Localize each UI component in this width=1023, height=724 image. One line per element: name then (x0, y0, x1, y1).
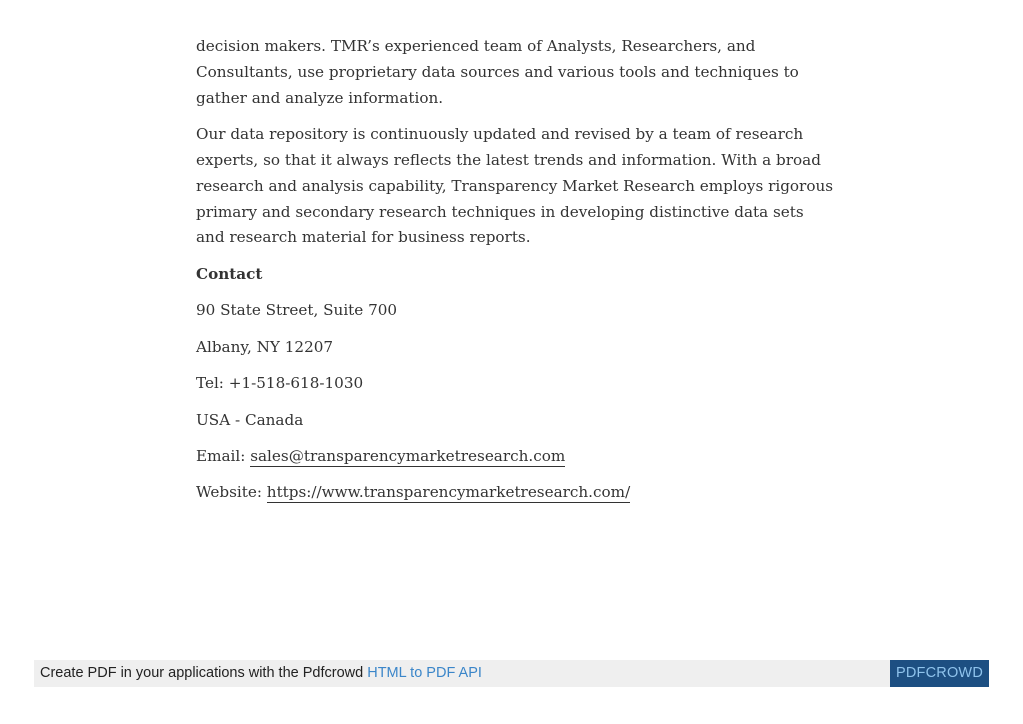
pdfcrowd-footer (34, 660, 989, 687)
document-body (196, 34, 836, 517)
body-paragraph-data-repository: Our data repository is continuously updated and revised by a team of research experts, so that it always reflects the latest trends and information. With a broad research and analysis capability, Transparency Market Research employs rigorous primary and secondary research techniques in developing distinctive data sets and research material for business reports. (196, 125, 834, 247)
telephone-line (196, 371, 836, 397)
footer-caption: Create PDF in your applications with the Pdfcrowd (40, 665, 368, 681)
email-link[interactable]: sales@transparencymarketresearch.com (250, 446, 566, 465)
pdfcrowd-brand-button[interactable]: PDFCROWD (890, 660, 989, 687)
contact-heading-text: Contact (196, 264, 263, 283)
html-to-pdf-api-link[interactable]: HTML to PDF API (367, 665, 482, 681)
website-link[interactable]: https://www.transparencymarketresearch.com/ (266, 483, 631, 502)
body-paragraph-intro-end: decision makers. TMR’s experienced team of Analysts, Researchers, and Consultants, use proprietary data sources and various tools and techniques to gather and analyze information. (196, 37, 799, 107)
email-line (196, 444, 836, 470)
telephone-number: +1-518-618-1030 (228, 374, 364, 393)
address-street: 90 State Street, Suite 700 (196, 301, 398, 320)
website-line (196, 480, 836, 506)
address-city: Albany, NY 12207 (196, 337, 334, 356)
email-label: Email: (196, 446, 251, 465)
website-label: Website: (196, 483, 267, 502)
region-line: USA - Canada (196, 410, 304, 429)
footer-text (40, 660, 482, 687)
telephone-label: Tel: (196, 374, 229, 393)
contact-heading (196, 262, 836, 288)
